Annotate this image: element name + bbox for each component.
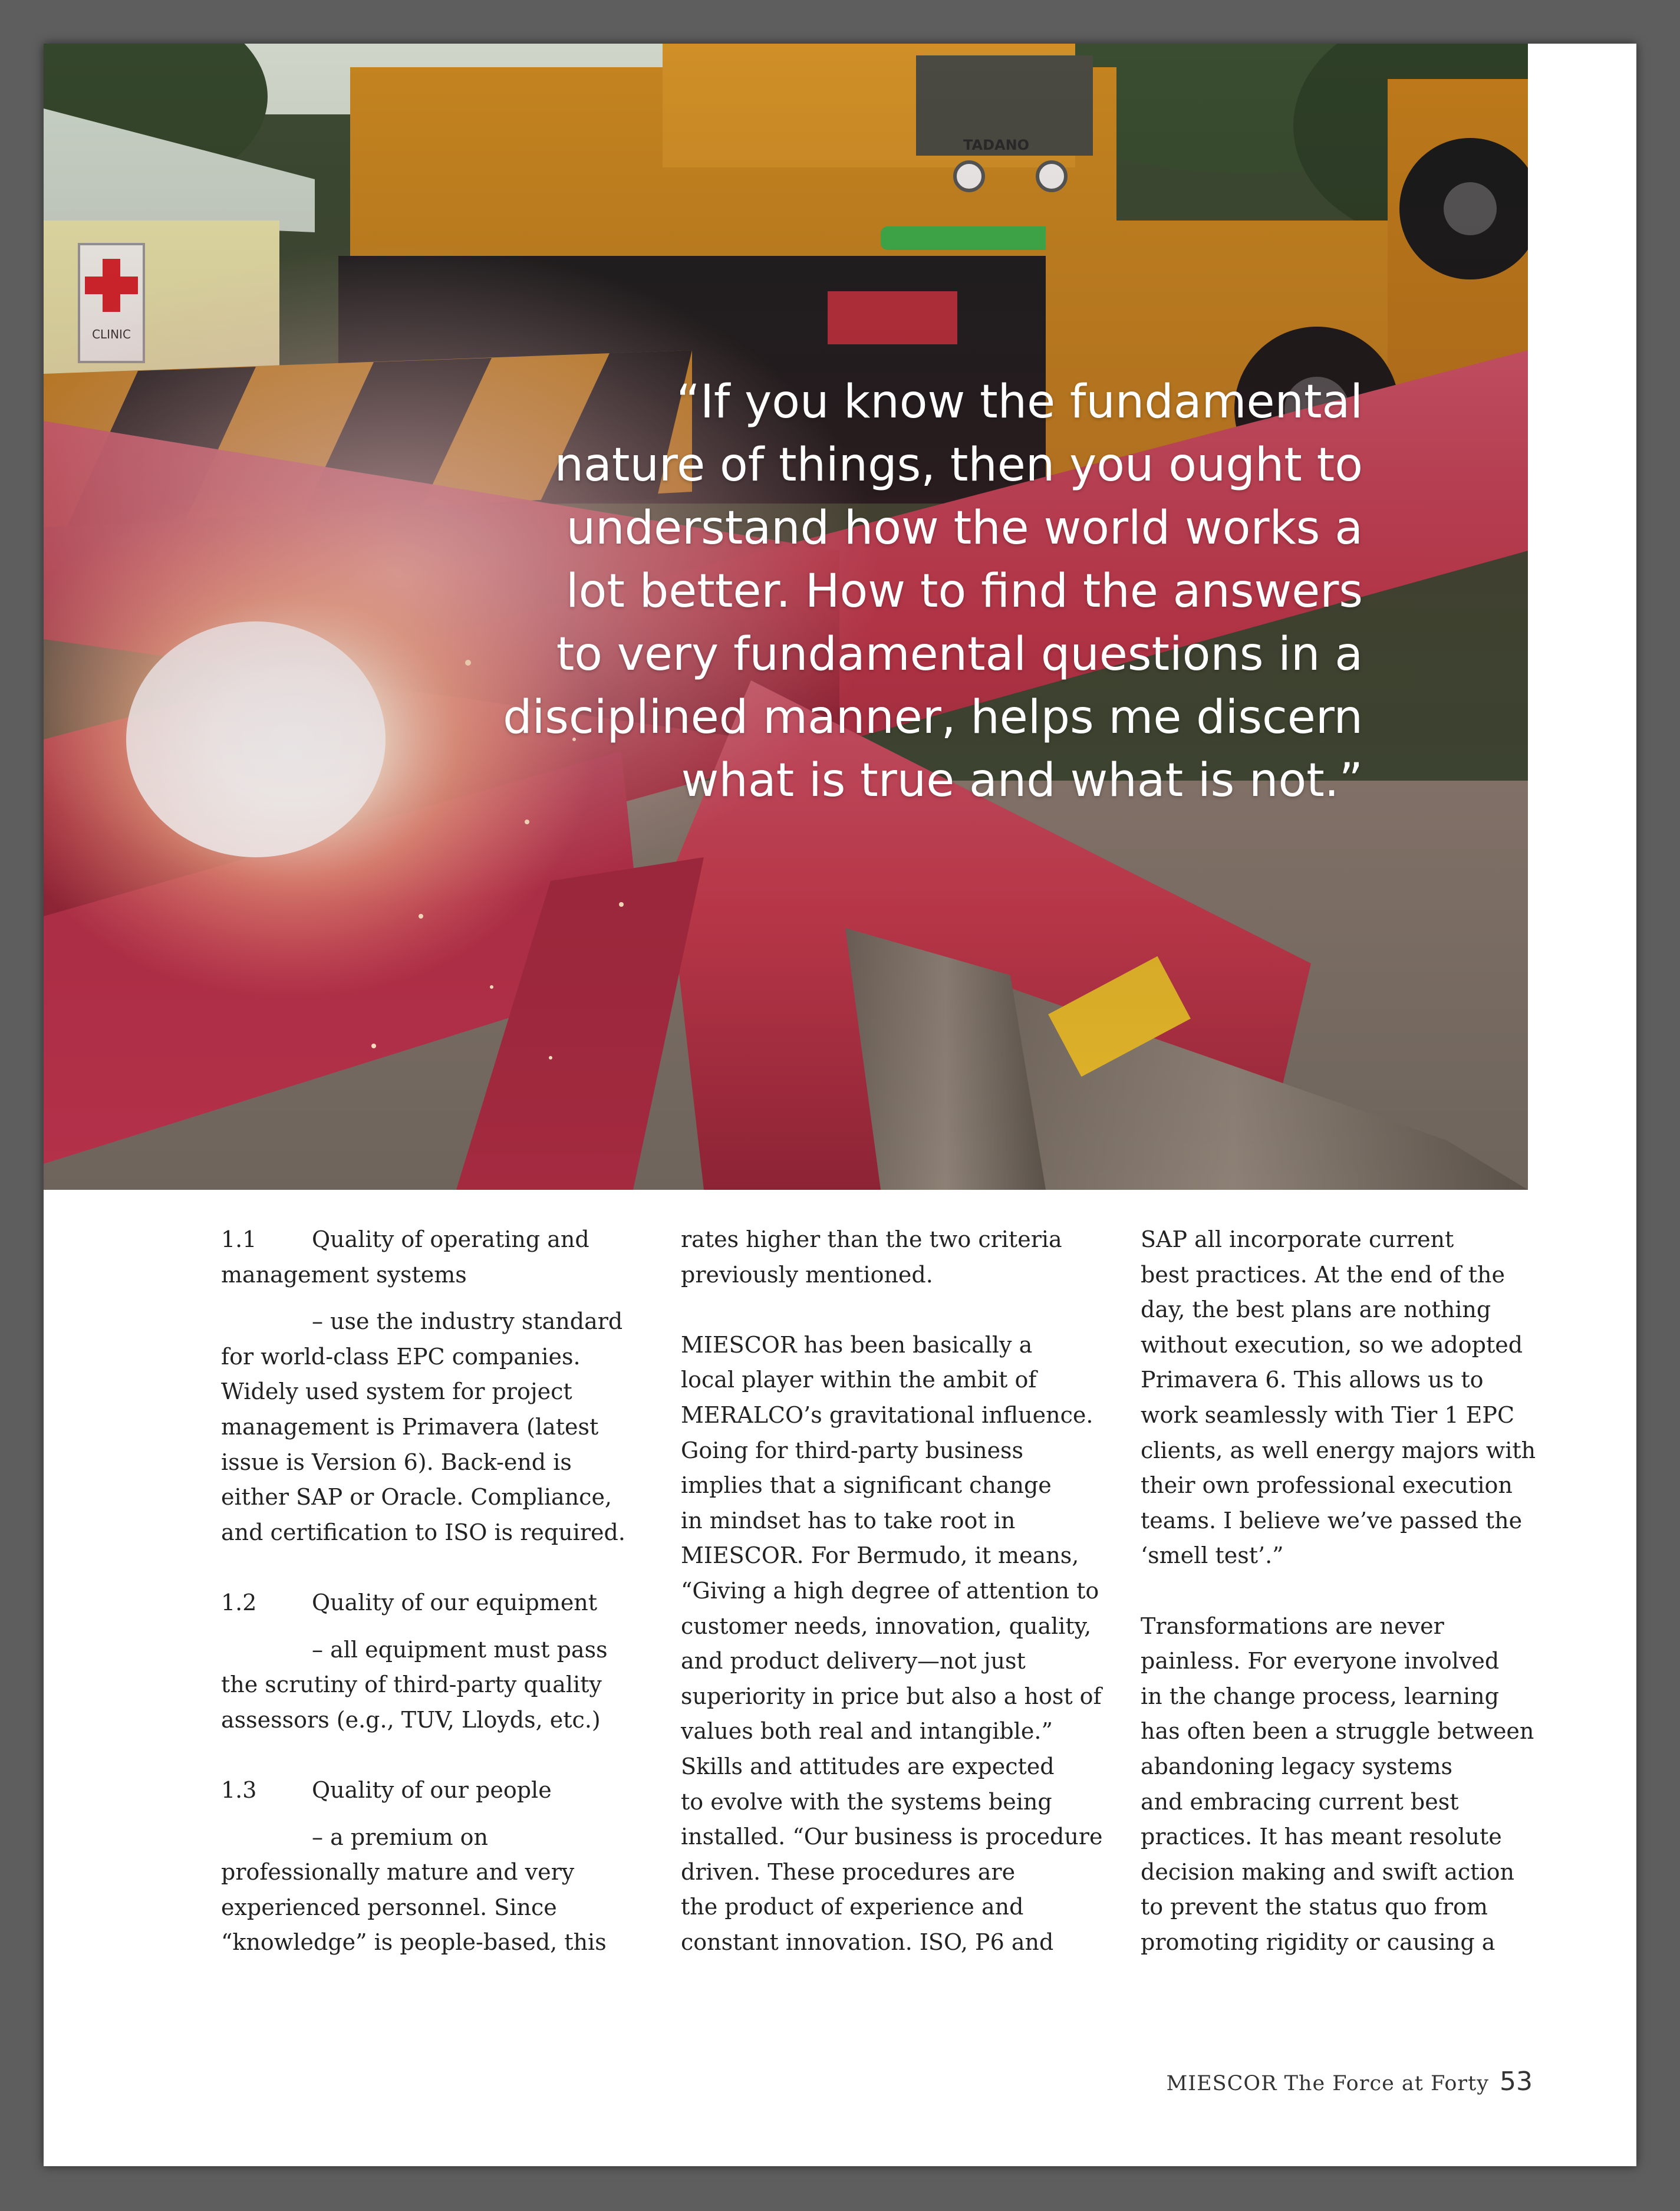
text-line: MIESCOR. For Bermudo, it means, <box>681 1542 1079 1569</box>
section-1-1-heading <box>221 1222 645 1292</box>
text-line: superiority in price but also a host of <box>681 1683 1102 1709</box>
section-1-3-body <box>221 1820 645 1960</box>
text-line: “Giving a high degree of attention to <box>681 1577 1099 1604</box>
section-number: 1.1 <box>221 1226 257 1252</box>
text-line: MERALCO’s gravitational influence. <box>681 1401 1093 1428</box>
text-line: rates higher than the two criteria <box>681 1226 1062 1252</box>
section-1-2-body <box>221 1633 645 1738</box>
paragraph <box>681 1222 1105 1292</box>
text-line: and product delivery—not just <box>681 1648 1026 1674</box>
quote-line: disciplined manner, helps me discern <box>503 691 1363 744</box>
text-line: “knowledge” is people-based, this <box>221 1929 607 1956</box>
section-title: management systems <box>221 1261 467 1288</box>
text-line: – use the industry standard <box>312 1308 623 1335</box>
quote-line: to very fundamental questions in a <box>556 628 1363 681</box>
text-line: issue is Version 6). Back-end is <box>221 1449 572 1475</box>
text-line: to prevent the status quo from <box>1141 1894 1488 1920</box>
text-line: Transformations are never <box>1141 1613 1444 1639</box>
text-line: driven. These procedures are <box>681 1858 1016 1885</box>
text-line: – a premium on <box>312 1824 488 1850</box>
text-line: constant innovation. ISO, P6 and <box>681 1929 1054 1955</box>
quote-line: nature of things, then you ought to <box>554 439 1363 492</box>
text-line: Widely used system for project <box>221 1378 572 1405</box>
section-number: 1.3 <box>221 1776 257 1803</box>
text-line: Primavera 6. This allows us to <box>1141 1367 1484 1393</box>
text-line: the product of experience and <box>681 1894 1024 1920</box>
text-line: experienced personnel. Since <box>221 1894 557 1920</box>
text-line: painless. For everyone involved <box>1141 1648 1500 1674</box>
text-line: has often been a struggle between <box>1141 1718 1534 1745</box>
text-line: SAP all incorporate current <box>1141 1226 1454 1252</box>
text-line: clients, as well energy majors with <box>1141 1437 1536 1463</box>
paragraph <box>1141 1609 1565 1960</box>
publication-title: MIESCOR The Force at Forty <box>1166 2072 1489 2095</box>
text-line: installed. “Our business is procedure <box>681 1824 1103 1850</box>
page-number: 53 <box>1500 2067 1533 2097</box>
section-title: Quality of our people <box>312 1776 552 1803</box>
text-line: practices. It has meant resolute <box>1141 1824 1502 1850</box>
text-line: MIESCOR has been basically a <box>681 1331 1033 1358</box>
text-line: previously mentioned. <box>681 1261 933 1288</box>
quote-line: lot better. How to find the answers <box>565 565 1363 618</box>
text-line: values both real and intangible.” <box>681 1718 1053 1745</box>
text-line: without execution, so we adopted <box>1141 1331 1523 1358</box>
text-line: either SAP or Oracle. Compliance, <box>221 1484 612 1511</box>
text-line: best practices. At the end of the <box>1141 1261 1506 1288</box>
text-line: local player within the ambit of <box>681 1367 1037 1393</box>
text-line: teams. I believe we’ve passed the <box>1141 1507 1523 1534</box>
magazine-page <box>44 44 1636 2166</box>
section-title: Quality of operating and <box>312 1226 589 1252</box>
text-line: and certification to ISO is required. <box>221 1519 625 1545</box>
text-line: – all equipment must pass <box>312 1636 608 1663</box>
text-line: management is Primavera (latest <box>221 1413 599 1440</box>
hero-photo <box>44 44 1528 1190</box>
text-line: ‘smell test’.” <box>1141 1542 1284 1569</box>
paragraph <box>681 1328 1105 1960</box>
text-line: the scrutiny of third-party quality <box>221 1672 602 1698</box>
text-line: professionally mature and very <box>221 1859 575 1886</box>
text-line: decision making and swift action <box>1141 1858 1514 1885</box>
text-line: Skills and attitudes are expected <box>681 1753 1055 1779</box>
quote-line: what is true and what is not.” <box>681 754 1363 807</box>
text-line: in the change process, learning <box>1141 1683 1499 1709</box>
pull-quote <box>479 371 1363 812</box>
column-3 <box>1141 1222 1565 1960</box>
section-1-1-body <box>221 1304 645 1550</box>
column-1 <box>221 1222 645 1960</box>
section-1-2-heading <box>221 1585 645 1621</box>
quote-line: understand how the world works a <box>566 502 1363 555</box>
text-line: assessors (e.g., TUV, Lloyds, etc.) <box>221 1706 601 1733</box>
text-line: to evolve with the systems being <box>681 1788 1052 1815</box>
quote-line: “If you know the fundamental <box>676 376 1363 429</box>
section-title: Quality of our equipment <box>312 1589 598 1616</box>
column-2 <box>681 1222 1105 1960</box>
text-line: Going for third-party business <box>681 1437 1024 1463</box>
text-line: implies that a significant change <box>681 1472 1052 1499</box>
text-line: for world-class EPC companies. <box>221 1343 581 1370</box>
text-line: their own professional execution <box>1141 1472 1513 1499</box>
text-line: promoting rigidity or causing a <box>1141 1929 1495 1955</box>
text-line: abandoning legacy systems <box>1141 1753 1453 1779</box>
text-line: customer needs, innovation, quality, <box>681 1613 1092 1639</box>
section-1-3-heading <box>221 1773 645 1808</box>
page-footer <box>1166 2067 1533 2097</box>
section-number: 1.2 <box>221 1589 257 1616</box>
text-line: work seamlessly with Tier 1 EPC <box>1141 1401 1515 1428</box>
text-line: in mindset has to take root in <box>681 1507 1016 1534</box>
paragraph <box>1141 1222 1565 1574</box>
text-line: day, the best plans are nothing <box>1141 1297 1491 1323</box>
text-line: and embracing current best <box>1141 1788 1459 1815</box>
